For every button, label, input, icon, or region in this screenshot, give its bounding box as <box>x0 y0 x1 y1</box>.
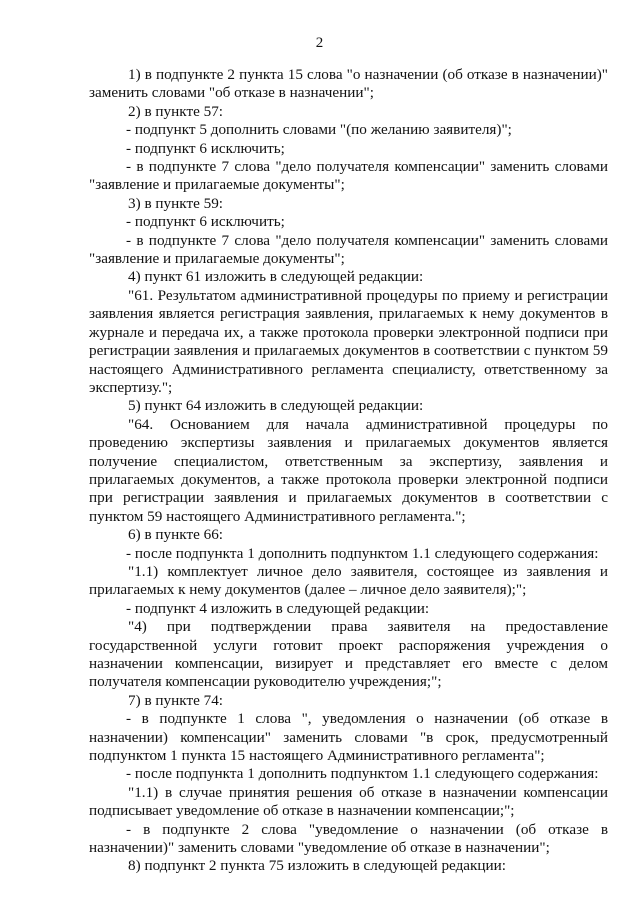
paragraph-17: "4) при подтверждении права заявителя на предоставление государственной услуги готовит проект распоряжения учреждения о назначении компенсации, визирует и представляет его вместе с делом получателя компенсации руководителю учреждения;"; <box>89 618 608 691</box>
paragraph-7: - подпункт 6 исключить; <box>126 213 285 231</box>
paragraph-20: - после подпункта 1 дополнить подпунктом 1.1 следующего содержания: <box>126 765 599 783</box>
paragraph-10: "61. Результатом административной процедуры по приему и регистрации заявления является регистрация заявления, прилагаемых к нему документов в журнале и передача их, а также протокола проверки электронной подписи при регистрации заявления и прилагаемых документов в соответствии с пунктом 59 настоящего Административного регламента специалисту, ответственному за экспертизу."; <box>89 286 608 396</box>
paragraph-11: 5) пункт 64 изложить в следующей редакции: <box>128 397 424 415</box>
page-number: 2 <box>315 35 324 51</box>
paragraph-21: "1.1) в случае принятия решения об отказе в назначении компенсации подписывает уведомление об отказе в назначении компенсации;"; <box>89 783 608 820</box>
paragraph-22: - в подпункте 2 слова "уведомление о назначении (об отказе в назначении)" заменить словами "уведомление об отказе в назначении"; <box>89 820 608 857</box>
paragraph-19: - в подпункте 1 слова ", уведомления о назначении (об отказе в назначении) компенсации" заменить словами "в срок, предусмотренный подпунктом 1 пункта 15 настоящего Административного регламента"; <box>89 710 608 765</box>
paragraph-9: 4) пункт 61 изложить в следующей редакции: <box>128 268 424 286</box>
paragraph-8: - в подпункте 7 слова "дело получателя компенсации" заменить словами "заявление и прилагаемые документы"; <box>89 231 608 268</box>
paragraph-18: 7) в пункте 74: <box>128 691 224 709</box>
paragraph-15: "1.1) комплектует личное дело заявителя, состоящее из заявления и прилагаемых к нему документов (далее – личное дело заявителя);"; <box>89 562 608 599</box>
paragraph-23: 8) подпункт 2 пункта 75 изложить в следующей редакции: <box>128 857 507 875</box>
paragraph-13: 6) в пункте 66: <box>128 526 224 544</box>
paragraph-6: 3) в пункте 59: <box>128 194 224 212</box>
paragraph-2: 2) в пункте 57: <box>128 102 224 120</box>
paragraph-1: 1) в подпункте 2 пункта 15 слова "о назначении (об отказе в назначении)" заменить словами "об отказе в назначении"; <box>89 66 608 102</box>
paragraph-12: "64. Основанием для начала административной процедуры по проведению экспертизы заявления и прилагаемых документов является получение специалистом, ответственным за экспертизу, заявления и прилагаемых документов, а также протокола проверки электронной подписи при регистрации заявления и прилагаемых документов в соответствии с пунктом 59 настоящего Административного регламента."; <box>89 415 608 525</box>
paragraph-14: - после подпункта 1 дополнить подпунктом 1.1 следующего содержания: <box>126 544 599 562</box>
paragraph-4: - подпункт 6 исключить; <box>126 139 285 157</box>
paragraph-16: - подпункт 4 изложить в следующей редакции: <box>126 599 430 617</box>
document-body <box>89 66 608 876</box>
paragraph-3: - подпункт 5 дополнить словами "(по желанию заявителя)"; <box>126 121 512 139</box>
paragraph-5: - в подпункте 7 слова "дело получателя компенсации" заменить словами "заявление и прилагаемые документы"; <box>89 158 608 194</box>
